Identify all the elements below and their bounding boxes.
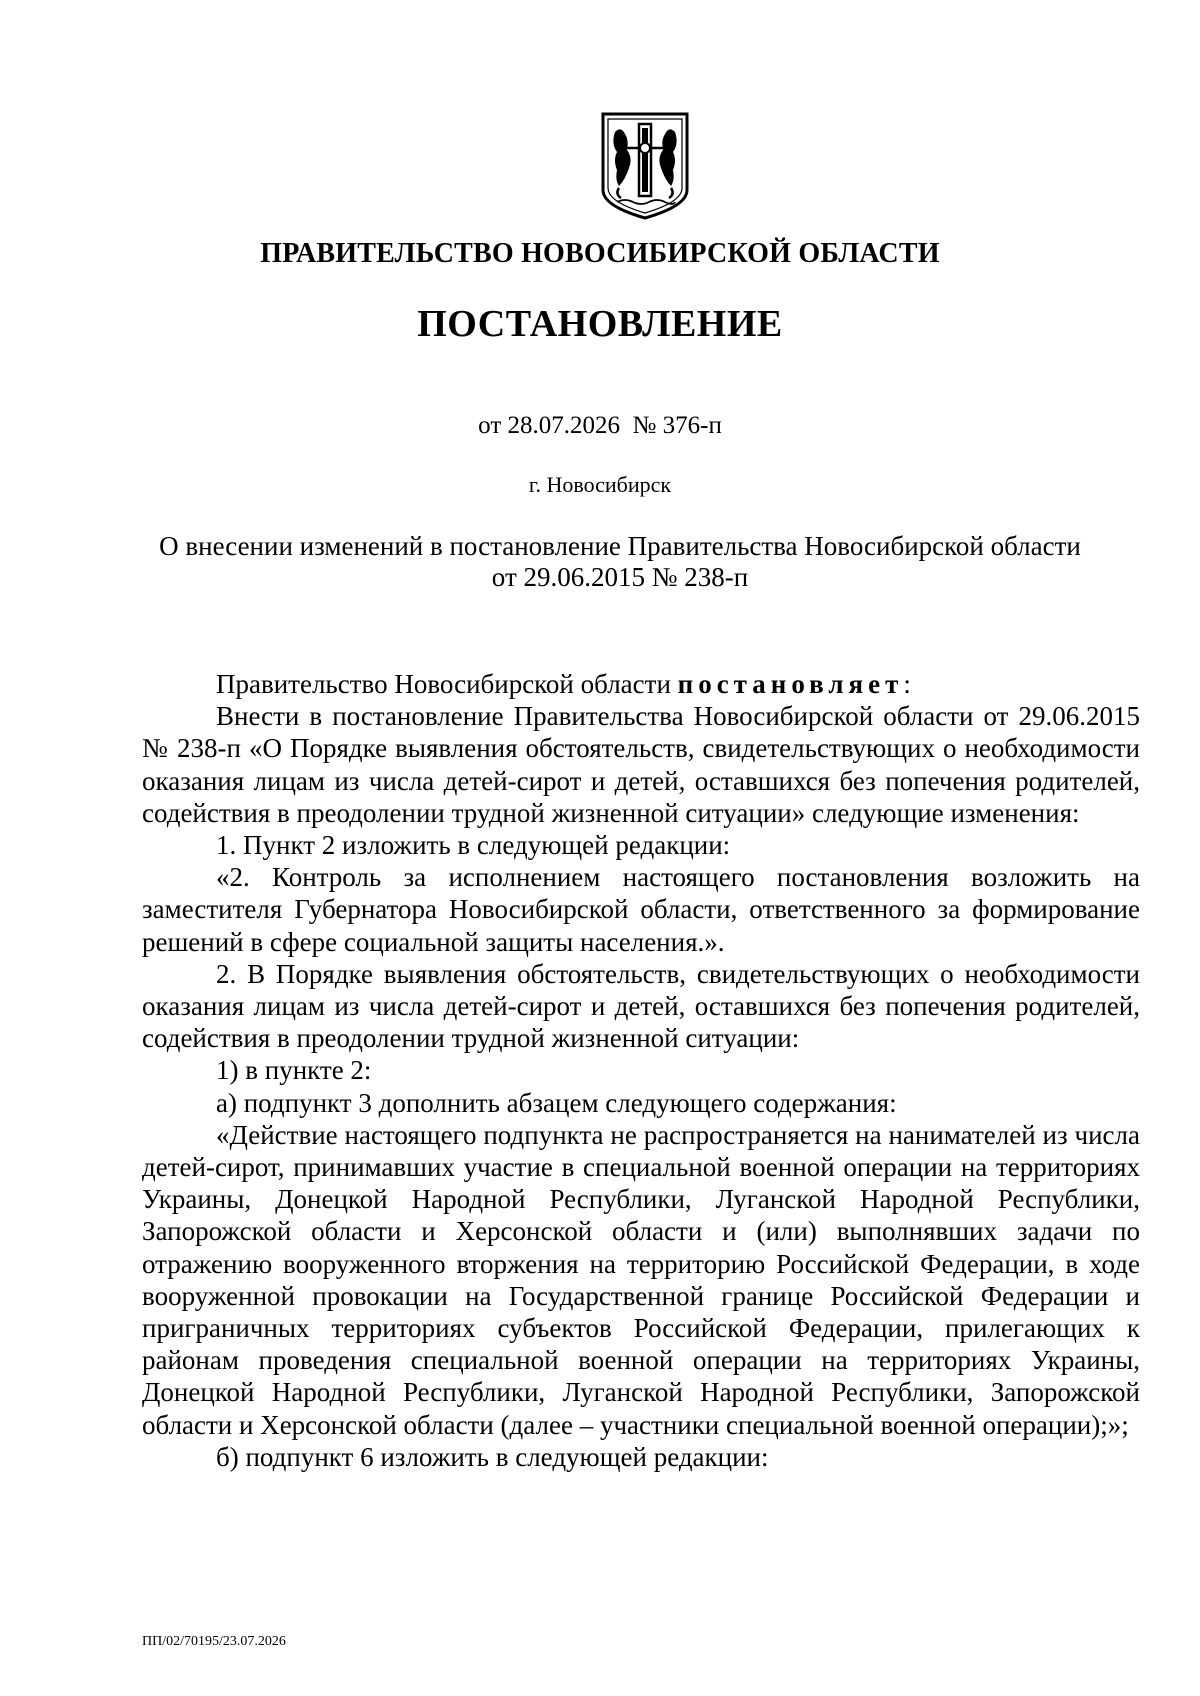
document-code: ПП/02/70195/23.07.2026 [142, 1634, 286, 1649]
government-name: ПРАВИТЕЛЬСТВО НОВОСИБИРСКОЙ ОБЛАСТИ [260, 238, 940, 269]
body-paragraph: 1) в пункте 2: [216, 1055, 372, 1086]
resolution-intro [142, 668, 1140, 700]
subject-line-1: О внесении изменений в постановление Правительства Новосибирской области [159, 531, 1081, 561]
body-paragraph: «2. Контроль за исполнением настоящего постановления возложить на заместителя Губернатора Новосибирской области, ответственного за формирование решений в сфере социальной защиты населения.». [142, 862, 1140, 957]
document-type: ПОСТАНОВЛЕНИЕ [417, 303, 783, 345]
body-paragraph: 1. Пункт 2 изложить в следующей редакции: [216, 830, 731, 861]
body-paragraph: б) подпункт 6 изложить в следующей редакции: [216, 1441, 769, 1472]
date-and-number: от 28.07.2026 № 376-п [478, 412, 722, 439]
coat-of-arms-icon [595, 110, 695, 222]
city: г. Новосибирск [528, 472, 672, 497]
intro-verb: постановляет [677, 669, 904, 699]
body-paragraph: а) подпункт 3 дополнить абзацем следующего содержания: [216, 1087, 897, 1118]
body-paragraph: «Действие настоящего подпункта не распространяется на нанимателей из числа детей-сирот, принимавших участие в специальной военной операции на территориях Украины, Донецкой Народной Республики, Луганской Народной Республики, Запорожской области и Херсонской области и (или) выполнявших задачи по отражению вооруженного вторжения на территорию Российской Федерации, в ходе вооруженной провокации на Государственной границе Российской Федерации и приграничных территориях субъектов Российской Федерации, прилегающих к районам проведения специальной военной операции на территориях Украины, Донецкой Народной Республики, Луганской Народной Республики, Запорожской области и Херсонской области (далее – участники специальной военной операции);»; [142, 1119, 1140, 1440]
body-paragraph: Внести в постановление Правительства Новосибирской области от 29.06.2015 № 238-п «О Порядке выявления обстоятельств, свидетельствующих о необходимости оказания лицам из числа детей-сирот и детей, оставшихся без попечения родителей, содействия в преодолении трудной жизненной ситуации» следующие изменения: [142, 701, 1140, 828]
subject-line-2: от 29.06.2015 № 238-п [491, 562, 749, 592]
document-body [142, 668, 1140, 1473]
intro-prefix: Правительство Новосибирской области [216, 669, 678, 699]
document-subject [120, 531, 1120, 593]
intro-suffix: : [903, 669, 911, 699]
body-paragraph: 2. В Порядке выявления обстоятельств, свидетельствующих о необходимости оказания лицам из числа детей-сирот и детей, оставшихся без попечения родителей, содействия в преодолении трудной жизненной ситуации: [142, 958, 1140, 1054]
